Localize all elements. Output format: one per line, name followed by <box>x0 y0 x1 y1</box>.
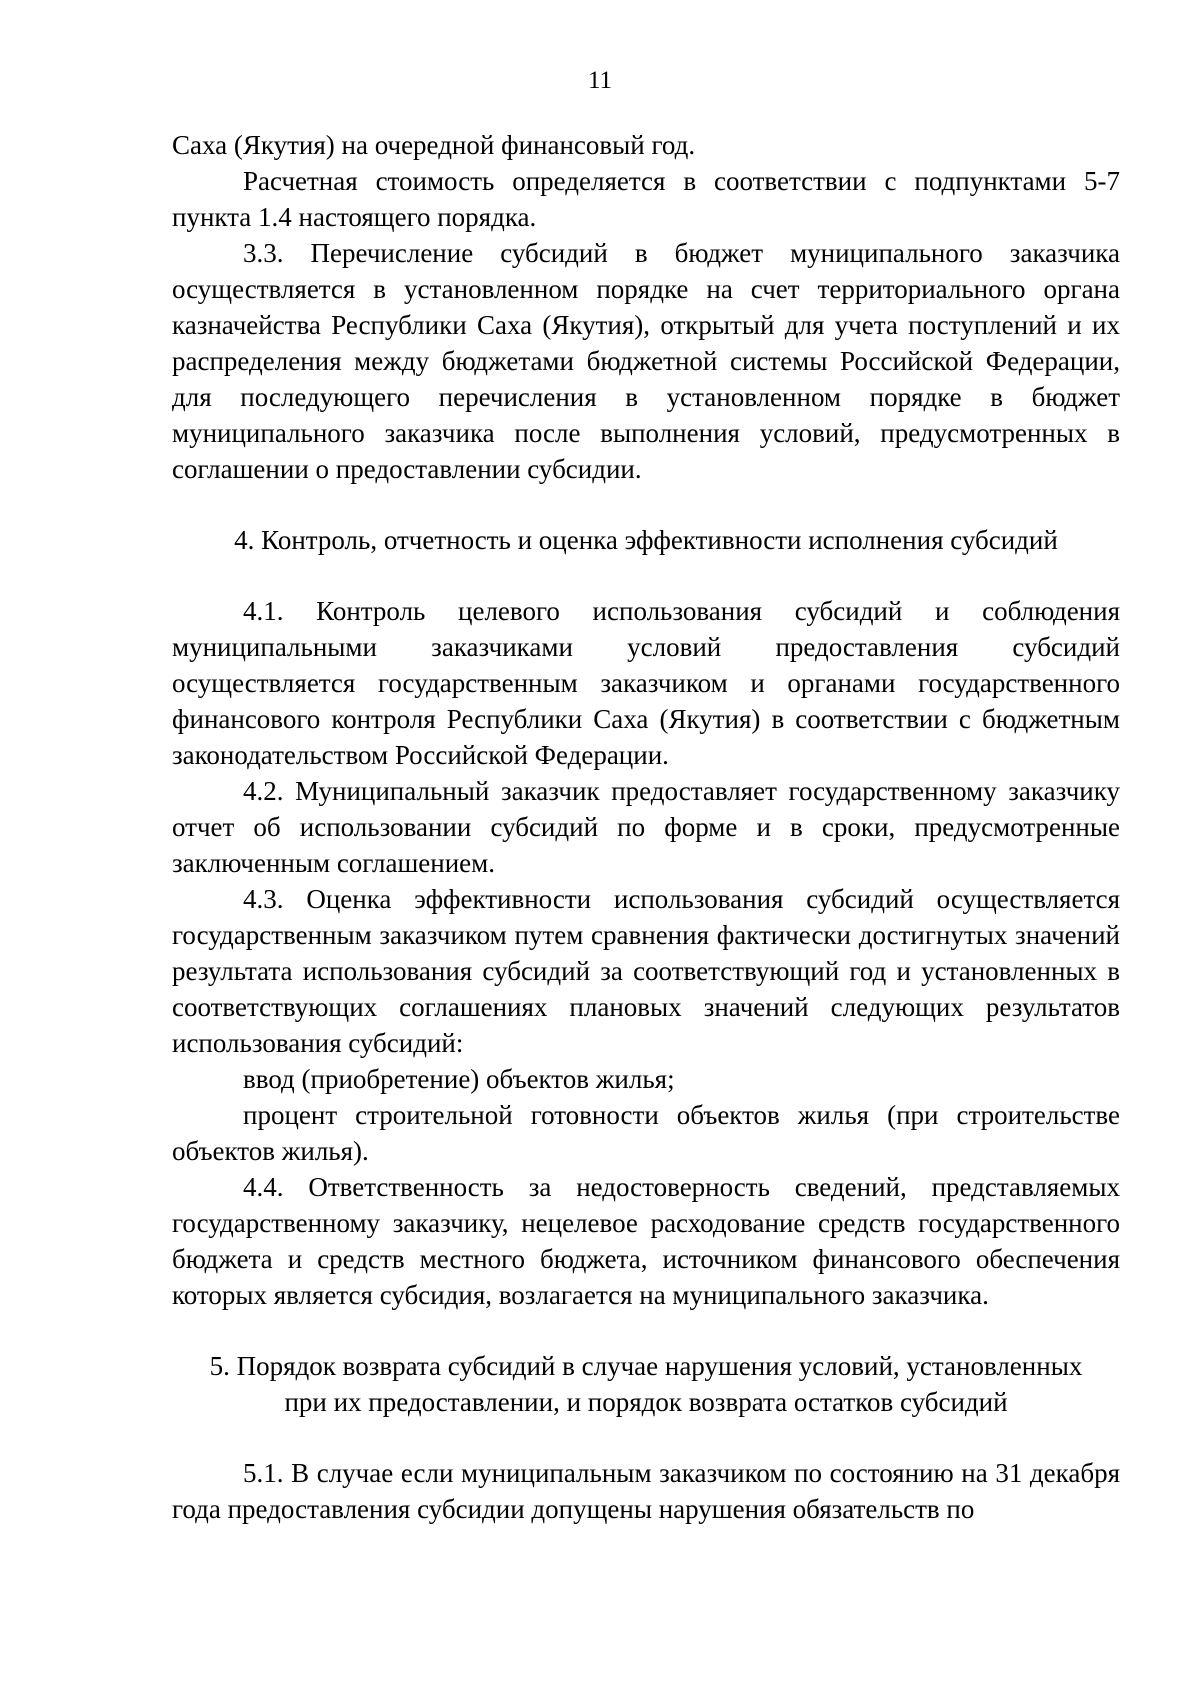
section-heading-4: 4. Контроль, отчетность и оценка эффективности исполнения субсидий <box>234 525 1058 555</box>
paragraph-5-1: 5.1. В случае если муниципальным заказчиком по состоянию на 31 декабря года предоставления субсидии допущены нарушения обязательств по <box>172 1458 1120 1524</box>
list-item-construction-readiness: процент строительной готовности объектов жилья (при строительстве объектов жилья). <box>172 1100 1120 1166</box>
list-item-housing-input: ввод (приобретение) объектов жилья; <box>243 1064 675 1094</box>
paragraph-4-3: 4.3. Оценка эффективности использования субсидий осуществляется государственным заказчиком путем сравнения фактически достигнутых значений результата использования субсидий за соответствующий год и установленных в соответствующих соглашениях плановых значений следующих результатов использования субсидий: <box>172 884 1120 1058</box>
section-heading-5 <box>172 1348 1120 1420</box>
section-heading-5-line-1: 5. Порядок возврата субсидий в случае нарушения условий, установленных <box>209 1351 1083 1381</box>
document-body <box>172 127 1120 1527</box>
paragraph-4-2: 4.2. Муниципальный заказчик предоставляет государственному заказчику отчет об использовании субсидий по форме и в сроки, предусмотренные заключенным соглашением. <box>172 776 1120 878</box>
paragraph-3-3: 3.3. Перечисление субсидий в бюджет муниципального заказчика осуществляется в установленном порядке на счет территориального органа казначейства Республики Саха (Якутия), открытый для учета поступлений и их распределения между бюджетами бюджетной системы Российской Федерации, для последующего перечисления в установленном порядке в бюджет муниципального заказчика после выполнения условий, предусмотренных в соглашении о предоставлении субсидии. <box>172 238 1120 484</box>
paragraph-4-4: 4.4. Ответственность за недостоверность сведений, представляемых государственному заказчику, нецелевое расходование средств государственного бюджета и средств местного бюджета, источником финансового обеспечения которых является субсидия, возлагается на муниципального заказчика. <box>172 1172 1120 1310</box>
section-heading-5-line-2: при их предоставлении, и порядок возврата остатков субсидий <box>284 1387 1008 1417</box>
paragraph-estimated-cost: Расчетная стоимость определяется в соответствии с подпунктами 5-7 пункта 1.4 настоящего порядка. <box>172 166 1120 232</box>
page-number: 11 <box>587 67 613 94</box>
paragraph-continuation: Саха (Якутия) на очередной финансовый год. <box>172 130 696 160</box>
paragraph-4-1: 4.1. Контроль целевого использования субсидий и соблюдения муниципальными заказчиками условий предоставления субсидий осуществляется государственным заказчиком и органами государственного финансового контроля Республики Саха (Якутия) в соответствии с бюджетным законодательством Российской Федерации. <box>172 596 1120 770</box>
